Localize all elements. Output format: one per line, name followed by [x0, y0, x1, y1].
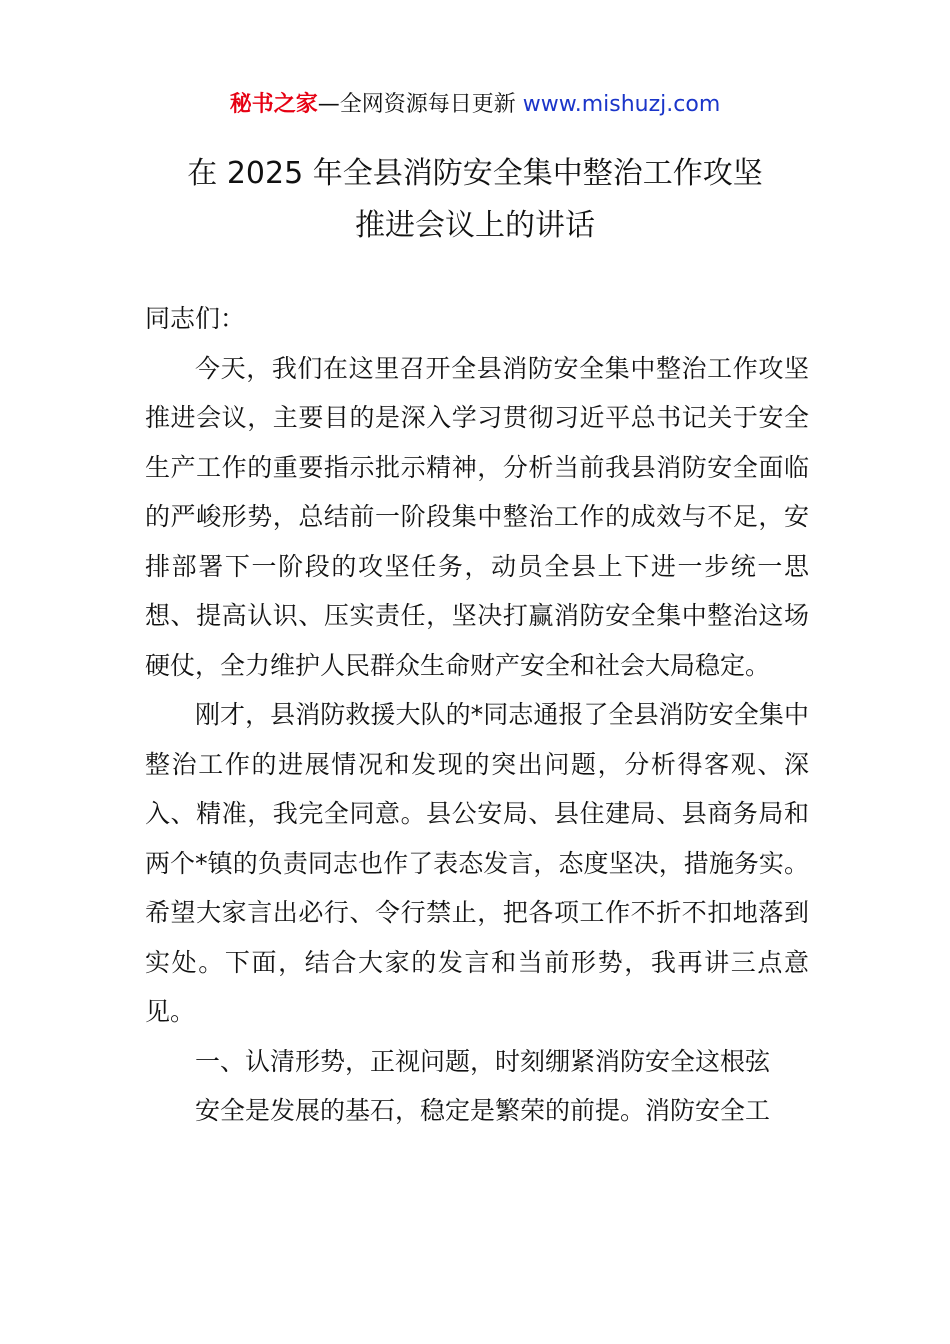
paragraph-1: 今天，我们在这里召开全县消防安全集中整治工作攻坚推进会议，主要目的是深入学习贯彻习近平总书记关于安全生产工作的重要指示批示精神，分析当前我县消防安全面临的严峻形势，总结前一阶段集中整治工作的成效与不足，安排部署下一阶段的攻坚任务，动员全县上下进一步统一思想、提高认识、压实责任，坚决打赢消防安全集中整治这场硬仗，全力维护人民群众生命财产安全和社会大局稳定。: [145, 353, 809, 680]
paragraph-2: 刚才，县消防救援大队的*同志通报了全县消防安全集中整治工作的进展情况和发现的突出问题，分析得客观、深入、精准，我完全同意。县公安局、县住建局、县商务局和两个*镇的负责同志也作了表态发言，态度坚决，措施务实。希望大家言出必行、令行禁止，把各项工作不折不扣地落到实处。下面，结合大家的发言和当前形势，我再讲三点意见。: [145, 700, 809, 1026]
section-heading-1: 一、认清形势，正视问题，时刻绷紧消防安全这根弦: [195, 1046, 771, 1076]
document-title: [0, 148, 950, 252]
title-line-2: 推进会议上的讲话: [355, 208, 595, 243]
title-line-1: 在 2025 年全县消防安全集中整治工作攻坚: [187, 156, 763, 191]
document-body: [145, 294, 809, 1136]
paragraph-3: 安全是发展的基石，稳定是繁荣的前提。消防安全工: [195, 1096, 771, 1125]
site-header: [0, 88, 950, 122]
site-url-link[interactable]: www.mishuzj.com: [522, 92, 721, 117]
greeting: 同志们：: [145, 304, 246, 333]
header-tagline: —全网资源每日更新: [317, 92, 523, 117]
brand-name: 秘书之家: [229, 92, 318, 117]
